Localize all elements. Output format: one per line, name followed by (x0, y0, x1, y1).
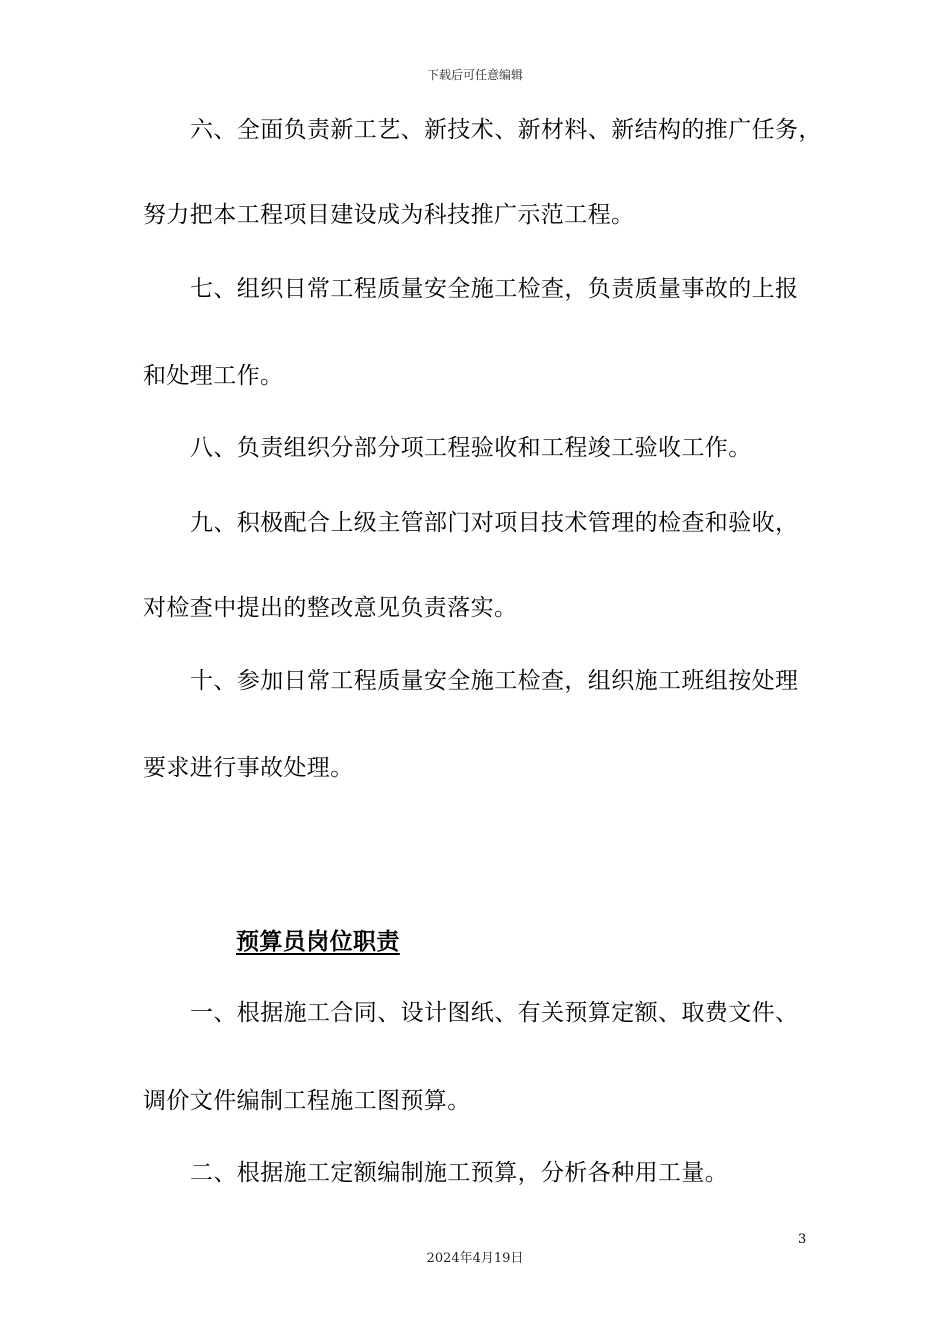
paragraph-line-8: 八、负责组织分部分项工程验收和工程竣工验收工作。 (190, 435, 752, 461)
page-header: 下载后可任意编辑 (426, 68, 523, 82)
paragraph-line-10-b: 要求进行事故处理。 (143, 755, 354, 781)
section-line-1-a: 一、根据施工合同、设计图纸、有关预算定额、取费文件、 (190, 1000, 799, 1026)
page-footer-date: 2024年4月19日 (426, 1251, 524, 1266)
paragraph-line-6-a: 六、全面负责新工艺、新技术、新材料、新结构的推广任务， (190, 117, 822, 143)
paragraph-line-7-b: 和处理工作。 (143, 363, 284, 389)
paragraph-line-6-b: 努力把本工程项目建设成为科技推广示范工程。 (143, 202, 635, 228)
section-heading: 预算员岗位职责 (236, 929, 400, 955)
section-line-2: 二、根据施工定额编制施工预算，分析各种用工量。 (190, 1160, 729, 1186)
paragraph-line-9-a: 九、积极配合上级主管部门对项目技术管理的检查和验收， (190, 510, 799, 536)
paragraph-line-7-a: 七、组织日常工程质量安全施工检查，负责质量事故的上报 (190, 276, 799, 302)
page-number: 3 (798, 1232, 807, 1247)
section-line-1-b: 调价文件编制工程施工图预算。 (143, 1088, 471, 1114)
paragraph-line-10-a: 十、参加日常工程质量安全施工检查，组织施工班组按处理 (190, 668, 799, 694)
paragraph-line-9-b: 对检查中提出的整改意见负责落实。 (143, 595, 518, 621)
